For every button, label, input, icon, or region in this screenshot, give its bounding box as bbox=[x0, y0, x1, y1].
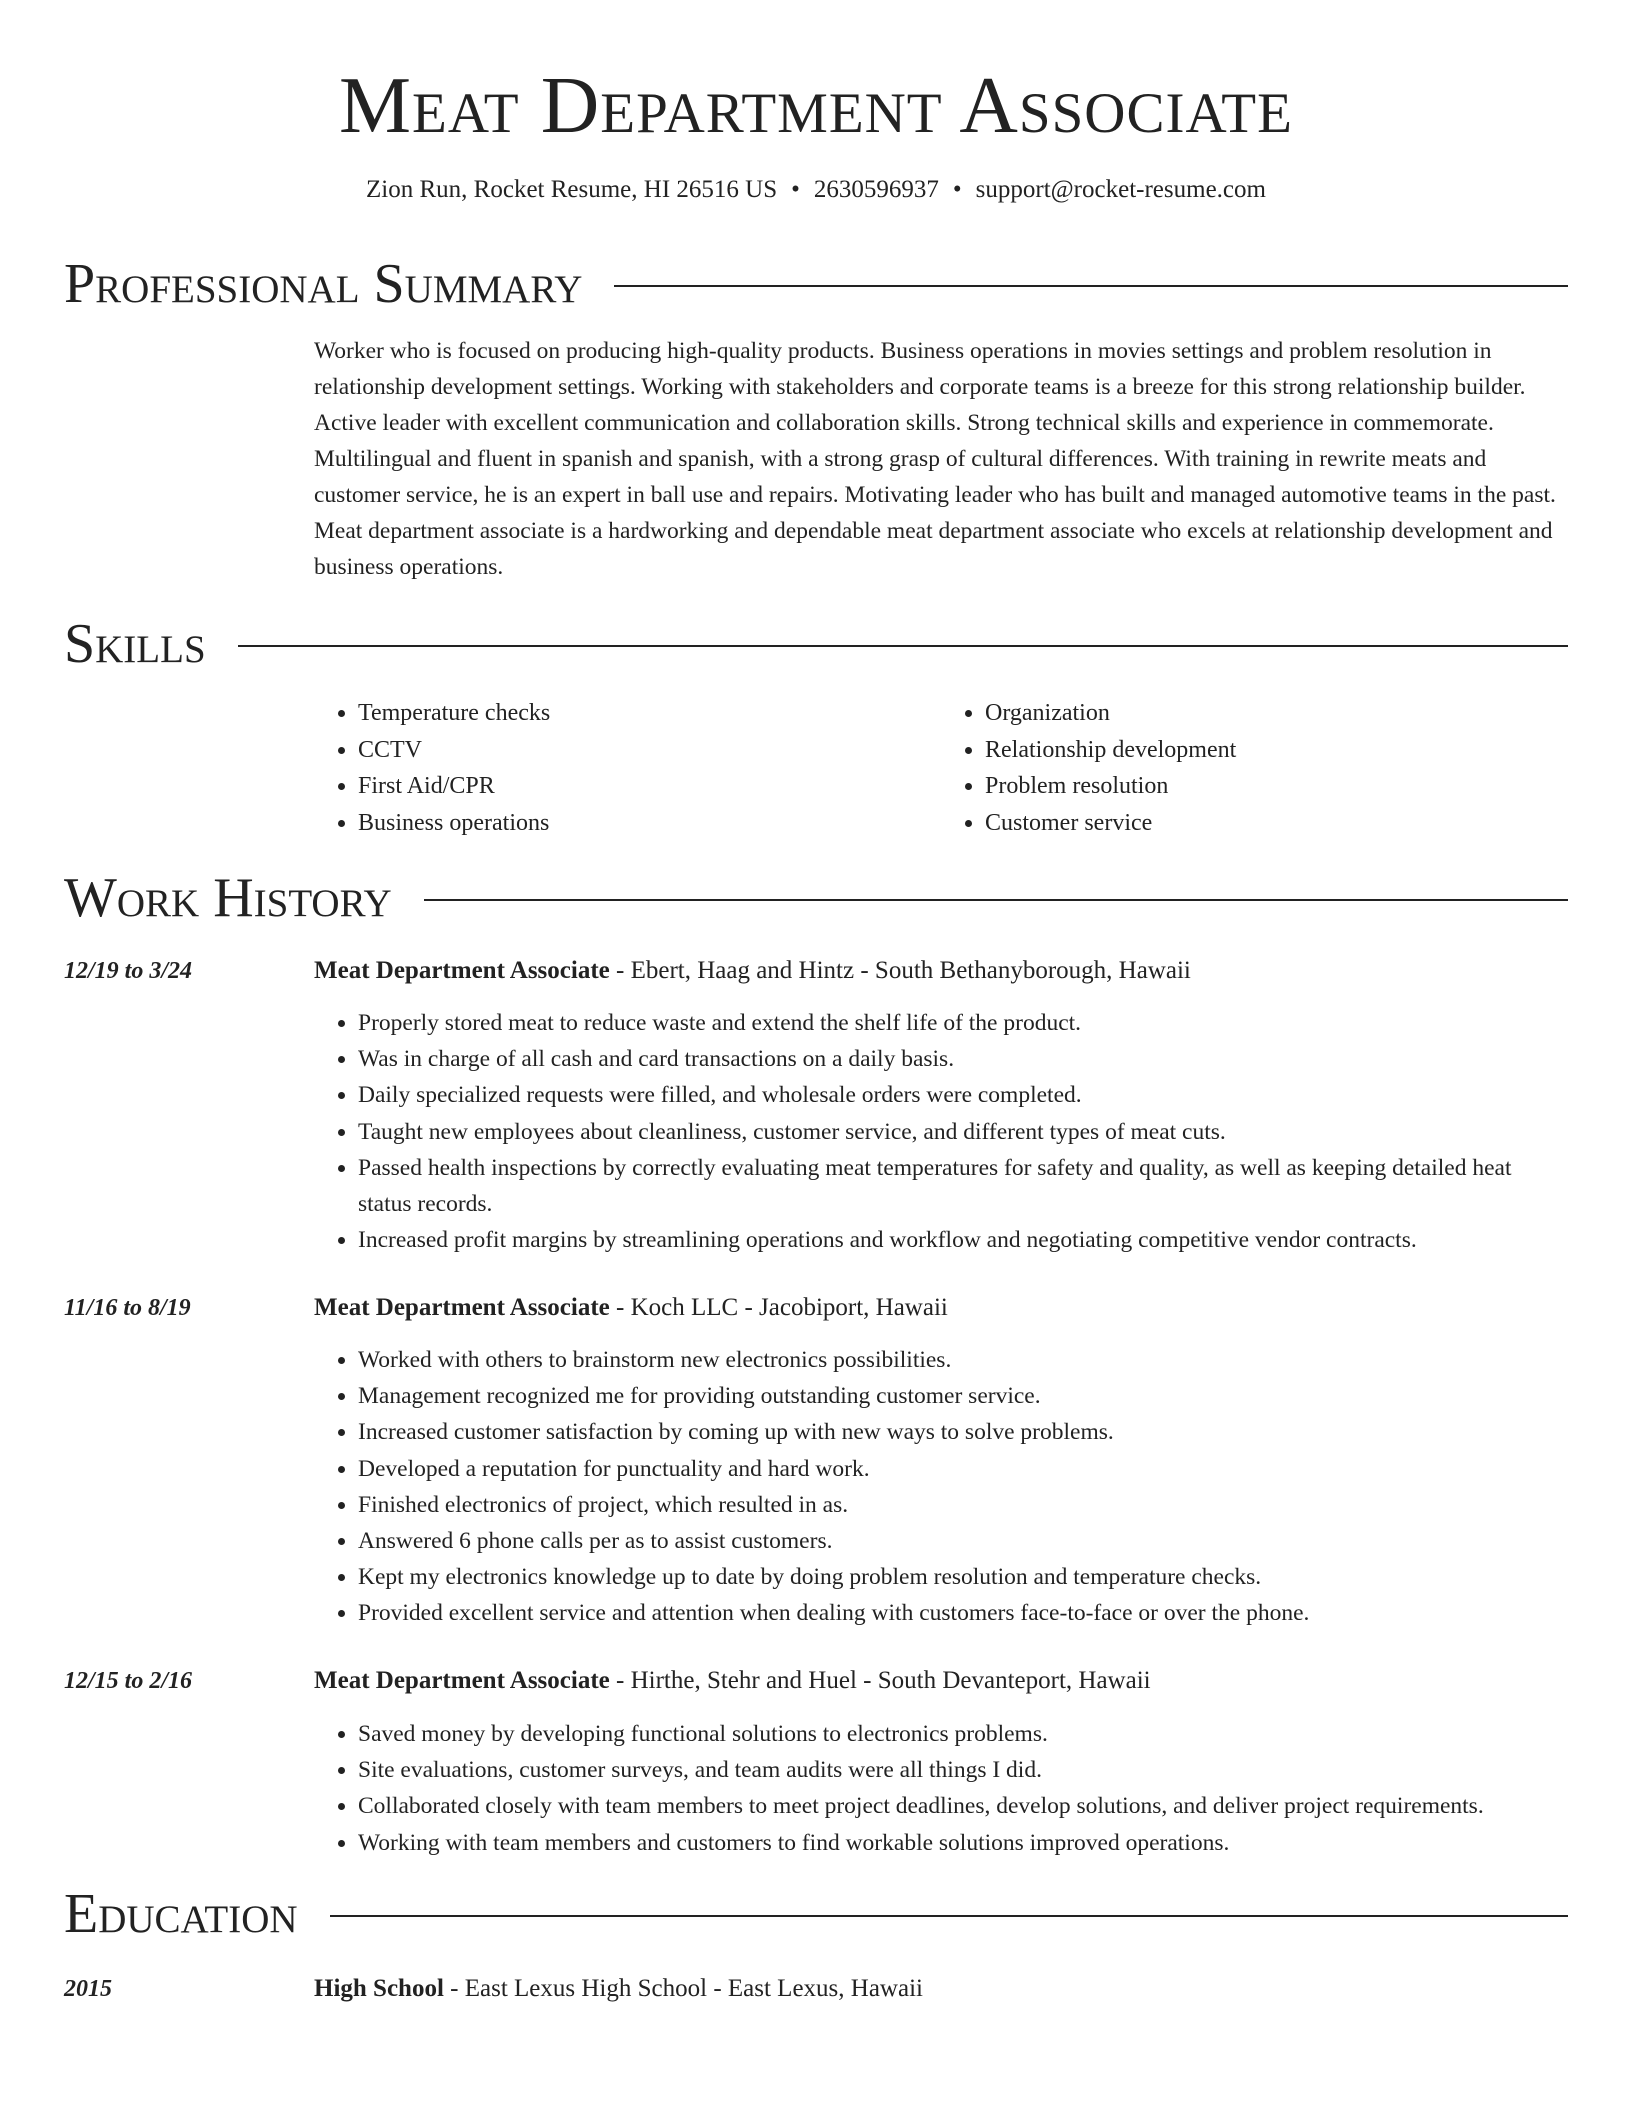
education-section-title: Education bbox=[64, 1883, 298, 1945]
education-school: - East Lexus High School - East Lexus, Hawaii bbox=[443, 1975, 923, 2002]
section-divider bbox=[614, 285, 1568, 287]
skill-item: • CCTV bbox=[358, 732, 941, 769]
job-duty: • Developed a reputation for punctuality and hard work. bbox=[358, 1451, 1568, 1487]
job-dates: 12/15 to 2/16 bbox=[64, 1668, 193, 1694]
job-title-line bbox=[314, 953, 1191, 989]
job-dates: 11/16 to 8/19 bbox=[64, 1295, 191, 1321]
skills-list bbox=[314, 695, 1568, 841]
job-duty: • Finished electronics of project, which resulted in as. bbox=[358, 1487, 1568, 1523]
job-role: Meat Department Associate bbox=[314, 1294, 610, 1321]
section-divider bbox=[330, 1915, 1568, 1917]
job-duty: • Properly stored meat to reduce waste and extend the shelf life of the product. bbox=[358, 1005, 1568, 1041]
job-duty: • Passed health inspections by correctly evaluating meat temperatures for safety and quality, as well as keeping detailed heat status records. bbox=[358, 1150, 1568, 1222]
work-section-title: Work History bbox=[64, 867, 392, 929]
job-role: Meat Department Associate bbox=[314, 957, 610, 984]
education-line bbox=[314, 1971, 923, 2007]
skill-item: • Temperature checks bbox=[358, 695, 941, 732]
job-title-line bbox=[314, 1663, 1151, 1699]
job-duty: • Increased profit margins by streamlining operations and workflow and negotiating competitive vendor contracts. bbox=[358, 1222, 1568, 1258]
summary-section-title: Professional Summary bbox=[64, 253, 583, 315]
work-section-header bbox=[64, 866, 1568, 930]
contact-separator: • bbox=[952, 176, 962, 203]
summary-text: Worker who is focused on producing high-quality products. Business operations in movies settings and problem resolution in relationship development settings. Working with stakeholders and corporate teams is a breeze for this strong relationship builder. Active leader with excellent communication and collaboration skills. Strong technical skills and experience in commemorate. Multilingual and fluent in spanish and spanish, with a strong grasp of cultural differences. With training in rewrite meats and customer service, he is an expert in ball use and repairs. Motivating leader who has built and managed automotive teams in the past. Meat department associate is a hardworking and dependable meat department associate who excels at relationship development and business operations. bbox=[314, 338, 1556, 580]
job-duties bbox=[314, 1716, 1568, 1861]
contact-line bbox=[64, 175, 1568, 205]
skill-item: • First Aid/CPR bbox=[358, 768, 941, 805]
job-employer: - Hirthe, Stehr and Huel - South Devanteport, Hawaii bbox=[609, 1667, 1151, 1694]
job-duty: • Daily specialized requests were filled, and wholesale orders were completed. bbox=[358, 1077, 1568, 1113]
resume-name: Meat Department Associate bbox=[339, 60, 1293, 150]
skill-item: • Relationship development bbox=[985, 732, 1568, 769]
education-year: 2015 bbox=[64, 1976, 112, 2002]
skill-item: • Problem resolution bbox=[985, 768, 1568, 805]
job-duty: • Answered 6 phone calls per as to assist customers. bbox=[358, 1523, 1568, 1559]
skill-item: • Organization bbox=[985, 695, 1568, 732]
education-section-header bbox=[64, 1882, 1568, 1946]
job-duty: • Collaborated closely with team members to meet project deadlines, develop solutions, and deliver project requirements. bbox=[358, 1788, 1568, 1824]
summary-section-header bbox=[64, 252, 1568, 316]
job-duty: • Kept my electronics knowledge up to date by doing problem resolution and temperature checks. bbox=[358, 1559, 1568, 1595]
job-duty: • Increased customer satisfaction by coming up with new ways to solve problems. bbox=[358, 1414, 1568, 1450]
job-duty: • Management recognized me for providing outstanding customer service. bbox=[358, 1378, 1568, 1414]
job-title-line bbox=[314, 1290, 948, 1326]
job-duties bbox=[314, 1005, 1568, 1258]
job-duties bbox=[314, 1342, 1568, 1632]
job-duty: • Was in charge of all cash and card transactions on a daily basis. bbox=[358, 1041, 1568, 1077]
job-employer: - Koch LLC - Jacobiport, Hawaii bbox=[609, 1294, 948, 1321]
job-duty: • Saved money by developing functional solutions to electronics problems. bbox=[358, 1716, 1568, 1752]
job-role: Meat Department Associate bbox=[314, 1667, 610, 1694]
skills-column-left bbox=[314, 695, 941, 841]
skills-section-header bbox=[64, 612, 1568, 676]
contact-address: Zion Run, Rocket Resume, HI 26516 US bbox=[366, 176, 778, 203]
skills-column-right bbox=[941, 695, 1568, 841]
skills-section-title: Skills bbox=[64, 613, 206, 675]
job-employer: - Ebert, Haag and Hintz - South Bethanyborough, Hawaii bbox=[609, 957, 1191, 984]
skill-item: • Business operations bbox=[358, 805, 941, 842]
job-dates: 12/19 to 3/24 bbox=[64, 958, 193, 984]
section-divider bbox=[238, 645, 1568, 647]
job-duty: • Taught new employees about cleanliness, customer service, and different types of meat cuts. bbox=[358, 1114, 1568, 1150]
skill-item: • Customer service bbox=[985, 805, 1568, 842]
education-degree: High School bbox=[314, 1975, 444, 2002]
job-duty: • Provided excellent service and attention when dealing with customers face-to-face or over the phone. bbox=[358, 1595, 1568, 1631]
section-divider bbox=[424, 899, 1568, 901]
resume-page bbox=[64, 0, 1568, 2002]
contact-separator: • bbox=[791, 176, 800, 203]
contact-phone: 2630596937 bbox=[813, 176, 939, 203]
contact-email: support@rocket-resume.com bbox=[975, 176, 1266, 203]
job-duty: • Working with team members and customers to find workable solutions improved operations. bbox=[358, 1825, 1568, 1861]
job-duty: • Site evaluations, customer surveys, and team audits were all things I did. bbox=[358, 1752, 1568, 1788]
job-duty: • Worked with others to brainstorm new electronics possibilities. bbox=[358, 1342, 1568, 1378]
